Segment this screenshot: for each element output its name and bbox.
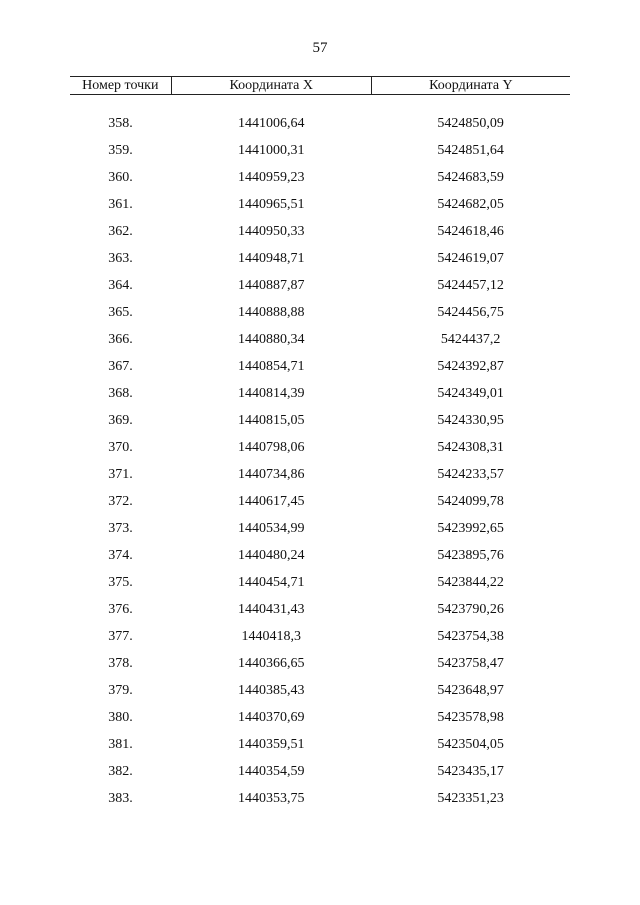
cell-point-number: 359. [108,142,133,158]
cell-coordinate-x: 1441000,31 [237,142,305,158]
cell-coordinate-x: 1440950,33 [237,223,305,239]
cell-point-number: 373. [108,520,133,536]
cell-coordinate-x: 1440814,39 [237,385,305,401]
table-row [70,326,570,353]
cell-coordinate-x: 1440617,45 [237,493,305,509]
header-coordinate-y: Координата Y [371,77,570,95]
table-row [70,380,570,407]
cell-coordinate-y: 5424437,2 [440,331,501,347]
cell-point-number: 358. [108,115,133,131]
table-row [70,245,570,272]
cell-point-number: 366. [108,331,133,347]
cell-coordinate-x: 1440948,71 [237,250,305,266]
table-row [70,461,570,488]
cell-coordinate-x: 1440480,24 [237,547,305,563]
table-row [70,650,570,677]
table-row [70,191,570,218]
cell-coordinate-x: 1440370,69 [237,709,305,725]
cell-coordinate-x: 1440815,05 [237,412,305,428]
table-row [70,731,570,758]
table-row [70,569,570,596]
cell-coordinate-x: 1441006,64 [237,115,305,131]
cell-coordinate-y: 5424308,31 [437,439,504,455]
cell-coordinate-y: 5423504,05 [437,736,504,752]
cell-coordinate-y: 5424682,05 [437,196,504,212]
cell-point-number: 379. [108,682,133,698]
cell-coordinate-x: 1440385,43 [237,682,305,698]
cell-coordinate-x: 1440354,59 [237,763,305,779]
cell-coordinate-x: 1440965,51 [237,196,305,212]
cell-coordinate-y: 5423992,65 [437,520,504,536]
table-row [70,677,570,704]
cell-point-number: 380. [108,709,133,725]
cell-coordinate-x: 1440959,23 [237,169,305,185]
cell-point-number: 381. [108,736,133,752]
cell-coordinate-x: 1440418,3 [241,628,301,644]
cell-point-number: 378. [108,655,133,671]
cell-coordinate-y: 5424233,57 [437,466,504,482]
table-row [70,623,570,650]
cell-coordinate-y: 5423435,17 [437,763,504,779]
cell-point-number: 371. [108,466,133,482]
cell-coordinate-y: 5424330,95 [437,412,504,428]
table-header-row [70,77,570,95]
cell-coordinate-x: 1440454,71 [237,574,305,590]
cell-coordinate-x: 1440353,75 [237,790,305,806]
cell-coordinate-x: 1440887,87 [237,277,305,293]
table-body [70,95,570,813]
table-row [70,596,570,623]
cell-coordinate-y: 5423758,47 [437,655,504,671]
table-row [70,704,570,731]
cell-coordinate-y: 5424456,75 [437,304,504,320]
header-point-number: Номер точки [70,77,171,95]
cell-point-number: 382. [108,763,133,779]
table-row [70,164,570,191]
table-row [70,488,570,515]
cell-point-number: 364. [108,277,133,293]
cell-coordinate-x: 1440366,65 [237,655,305,671]
cell-point-number: 361. [108,196,133,212]
cell-coordinate-y: 5424850,09 [437,115,504,131]
cell-coordinate-y: 5424457,12 [437,277,504,293]
cell-coordinate-y: 5424618,46 [437,223,504,239]
cell-coordinate-x: 1440798,06 [237,439,305,455]
coordinates-table [70,76,570,812]
cell-coordinate-y: 5423895,76 [437,547,504,563]
cell-coordinate-y: 5424851,64 [437,142,504,158]
cell-coordinate-x: 1440888,88 [237,304,305,320]
table-row [70,218,570,245]
page-number: 57 [312,40,328,56]
table-row [70,434,570,461]
table-row [70,299,570,326]
cell-coordinate-x: 1440854,71 [237,358,305,374]
table-row [70,137,570,164]
table-row [70,542,570,569]
cell-point-number: 383. [108,790,133,806]
cell-coordinate-y: 5424683,59 [437,169,504,185]
cell-point-number: 376. [108,601,133,617]
cell-point-number: 367. [108,358,133,374]
cell-coordinate-y: 5423754,38 [437,628,504,644]
cell-point-number: 369. [108,412,133,428]
table-row [70,785,570,812]
cell-point-number: 365. [108,304,133,320]
cell-point-number: 360. [108,169,133,185]
cell-point-number: 374. [108,547,133,563]
cell-point-number: 372. [108,493,133,509]
cell-coordinate-x: 1440880,34 [237,331,305,347]
cell-coordinate-y: 5423351,23 [437,790,504,806]
header-coordinate-x: Координата X [171,77,371,95]
cell-point-number: 368. [108,385,133,401]
table-row [70,110,570,137]
cell-coordinate-y: 5424349,01 [437,385,504,401]
cell-point-number: 375. [108,574,133,590]
cell-coordinate-x: 1440431,43 [237,601,305,617]
cell-coordinate-x: 1440534,99 [237,520,305,536]
cell-coordinate-x: 1440359,51 [237,736,305,752]
cell-point-number: 370. [108,439,133,455]
table-row [70,272,570,299]
cell-point-number: 363. [108,250,133,266]
header-spacer [70,95,570,111]
cell-coordinate-y: 5423578,98 [437,709,504,725]
cell-point-number: 362. [108,223,133,239]
cell-point-number: 377. [108,628,133,644]
cell-coordinate-y: 5424619,07 [437,250,504,266]
cell-coordinate-y: 5423844,22 [437,574,504,590]
table-row [70,758,570,785]
cell-coordinate-y: 5424099,78 [437,493,504,509]
cell-coordinate-y: 5423648,97 [437,682,504,698]
cell-coordinate-x: 1440734,86 [237,466,305,482]
table-row [70,407,570,434]
table-row [70,515,570,542]
cell-coordinate-y: 5424392,87 [437,358,504,374]
table-row [70,353,570,380]
cell-coordinate-y: 5423790,26 [437,601,504,617]
